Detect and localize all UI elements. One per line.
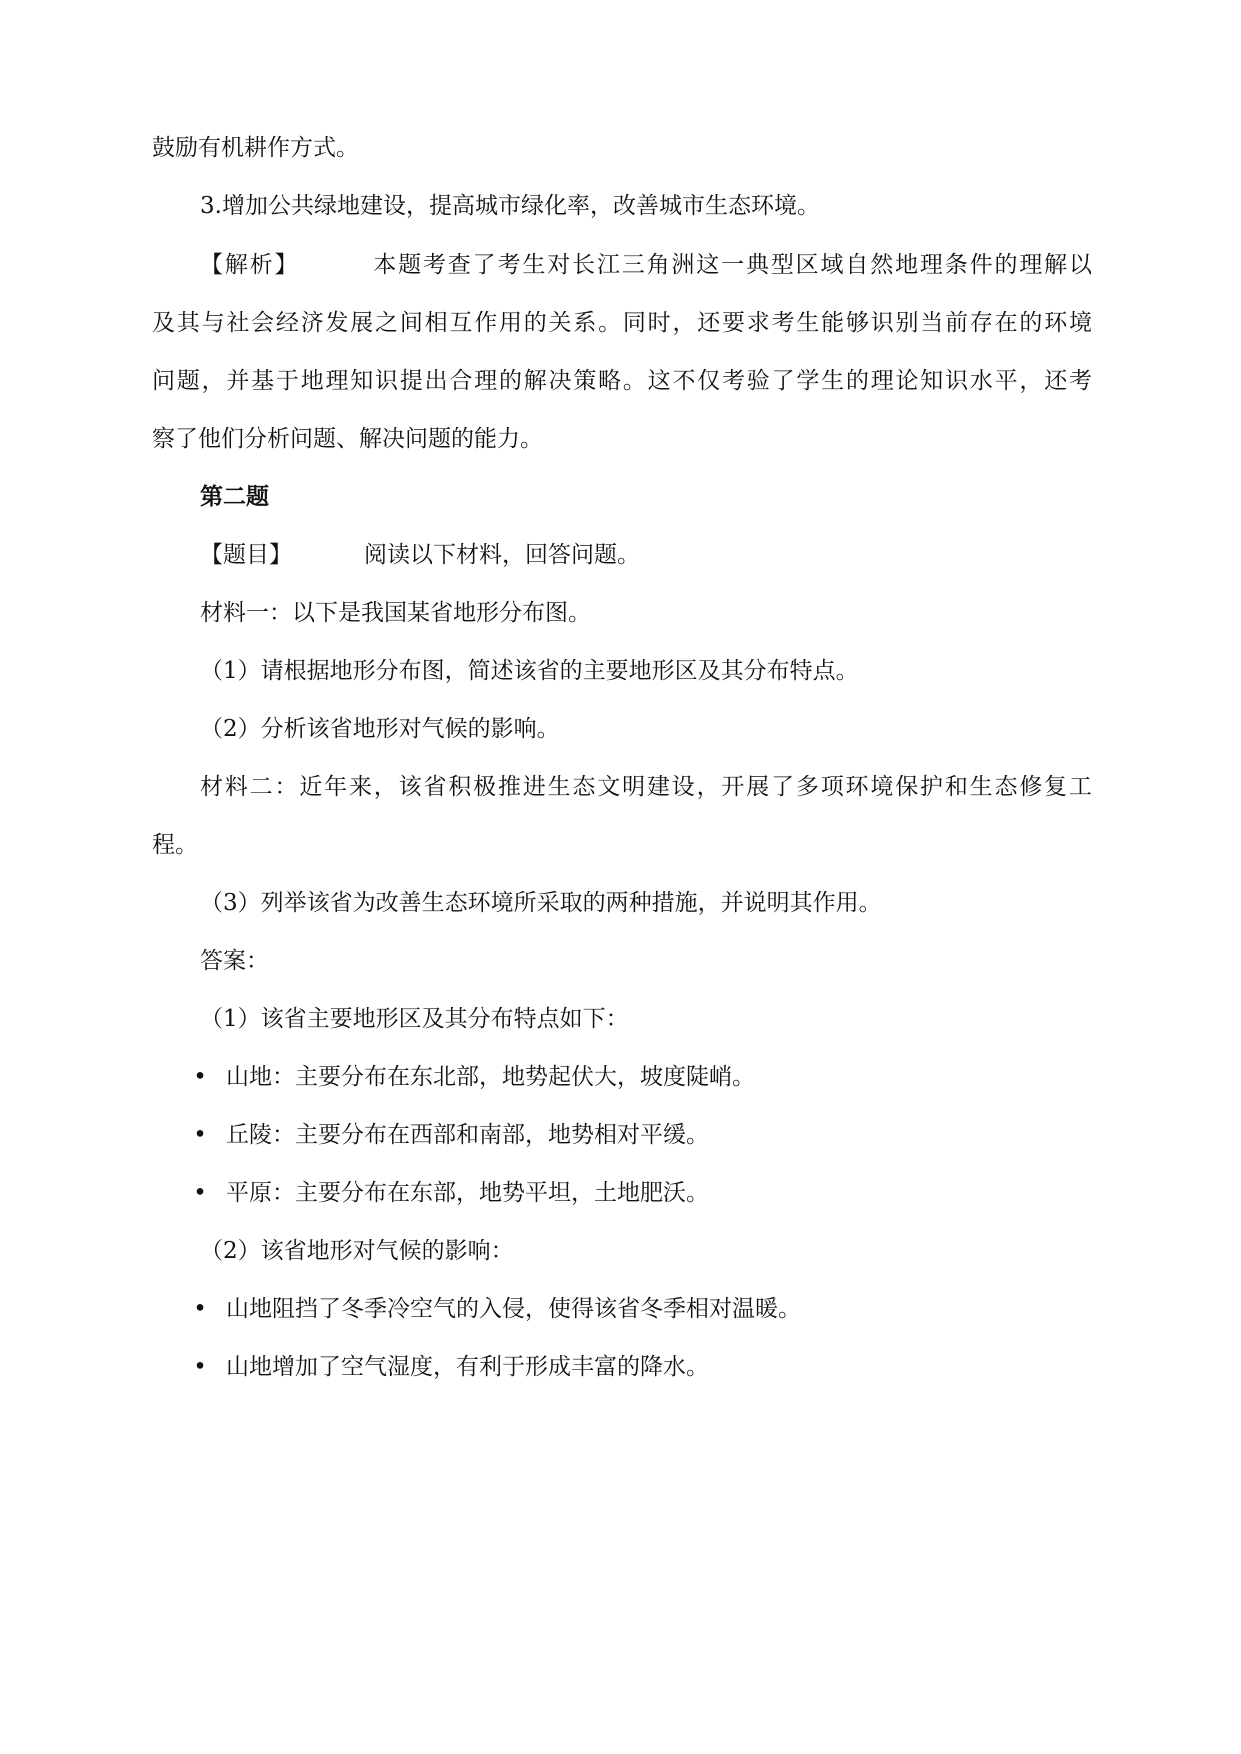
analysis-text-1: 本题考查了考生对长江三角洲这一典型区域自然地理条件的理解以 [371, 252, 1093, 278]
question-2: （2）分析该省地形对气候的影响。 [200, 716, 560, 742]
analysis-line-4: 察了他们分析问题、解决问题的能力。 [152, 426, 543, 452]
list-item-text: 平原：主要分布在东部，地势平坦，土地肥沃。 [226, 1180, 709, 1206]
question-1: （1）请根据地形分布图，简述该省的主要地形区及其分布特点。 [200, 658, 859, 684]
material-1: 材料一：以下是我国某省地形分布图。 [200, 600, 591, 626]
list-item-text: 山地阻挡了冬季冷空气的入侵，使得该省冬季相对温暖。 [226, 1296, 801, 1322]
analysis-tag: 【解析】 [200, 252, 300, 278]
text-item-3: 3.增加公共绿地建设，提高城市绿化率，改善城市生态环境。 [200, 193, 820, 219]
material-2-line-2: 程。 [152, 832, 198, 858]
bullet-icon: • [193, 1064, 207, 1090]
analysis-line-2: 及其与社会经济发展之间相互作用的关系。同时，还要求考生能够识别当前存在的环境 [152, 310, 1092, 336]
answer-label: 答案： [200, 948, 269, 974]
section-title: 第二题 [200, 483, 269, 510]
text-line-encourage: 鼓励有机耕作方式。 [152, 135, 359, 161]
analysis-line-1 [200, 249, 1092, 281]
question-3: （3）列举该省为改善生态环境所采取的两种措施，并说明其作用。 [200, 890, 882, 916]
question-line [200, 539, 1092, 571]
answer-1-intro: （1）该省主要地形区及其分布特点如下： [200, 1006, 629, 1032]
list-item-text: 山地增加了空气湿度，有利于形成丰富的降水。 [226, 1354, 709, 1380]
bullet-icon: • [193, 1354, 207, 1380]
list-item-text: 山地：主要分布在东北部，地势起伏大，坡度陡峭。 [226, 1064, 755, 1090]
material-2-line-1: 材料二：近年来，该省积极推进生态文明建设，开展了多项环境保护和生态修复工 [200, 774, 1092, 800]
answer-2-intro: （2）该省地形对气候的影响： [200, 1238, 514, 1264]
bullet-icon: • [193, 1180, 207, 1206]
question-text: 阅读以下材料，回答问题。 [364, 542, 640, 568]
bullet-icon: • [193, 1122, 207, 1148]
analysis-line-3: 问题，并基于地理知识提出合理的解决策略。这不仅考验了学生的理论知识水平，还考 [152, 368, 1092, 394]
bullet-icon: • [193, 1296, 207, 1322]
list-item-text: 丘陵：主要分布在西部和南部，地势相对平缓。 [226, 1122, 709, 1148]
question-tag: 【题目】 [200, 542, 292, 568]
